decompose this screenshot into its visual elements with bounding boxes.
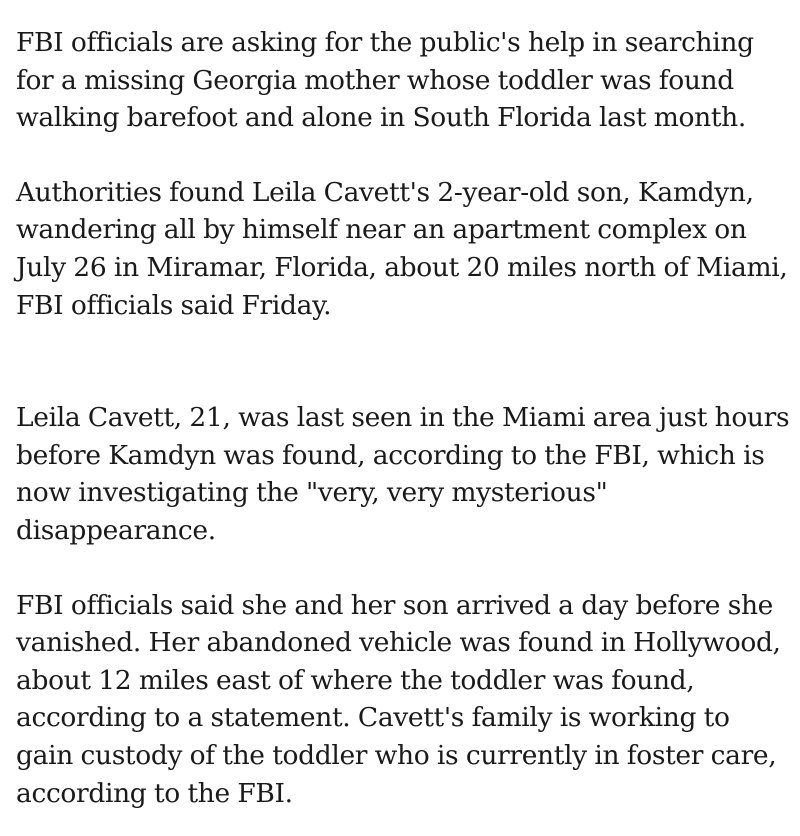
- article-body: [16, 24, 792, 812]
- article-paragraph-1: FBI officials are asking for the public's help in searching for a missing Georgia mother whose toddler was found walking barefoot and alone in South Florida last month.: [16, 27, 754, 134]
- article-paragraph-4: FBI officials said she and her son arrived a day before she vanished. Her abandoned vehicle was found in Hollywood, about 12 miles east of where the toddler was found, according to a statement. Cavett's family is working to gain custody of the toddler who is currently in foster care, according to the FBI.: [16, 589, 781, 809]
- article-paragraph-3: Leila Cavett, 21, was last seen in the Miami area just hours before Kamdyn was found, according to the FBI, which is now investigating the "very, very mysterious" disappearance.: [16, 402, 790, 546]
- article-paragraph-2: Authorities found Leila Cavett's 2-year-old son, Kamdyn, wandering all by himself near an apartment complex on July 26 in Miramar, Florida, about 20 miles north of Miami, FBI officials said Friday.: [16, 176, 788, 321]
